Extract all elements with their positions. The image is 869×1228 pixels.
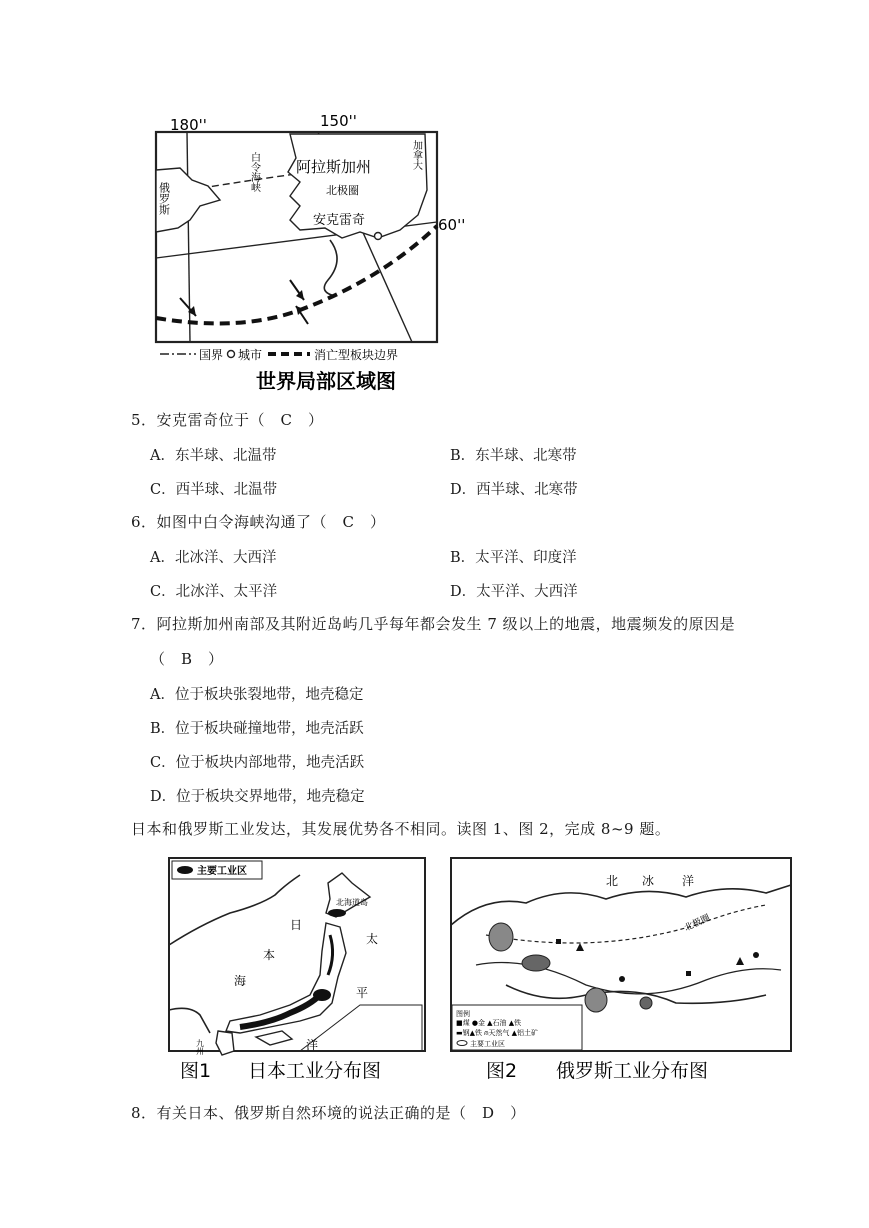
sea-of-japan-ben: 本 bbox=[263, 948, 276, 962]
question-7-option-b: B．位于板块碰撞地带，地壳活跃 bbox=[150, 721, 364, 737]
kyushu-label: 九州 bbox=[195, 1039, 205, 1055]
fig2-legend-title: 图例 bbox=[456, 1010, 470, 1018]
pacific-tai: 太 bbox=[366, 932, 379, 946]
question-7-option-d: D．位于板块交界地带，地壳稳定 bbox=[150, 789, 365, 805]
question-7-stem: 7．阿拉斯加州南部及其附近岛屿几乎每年都会发生 7 级以上的地震，地震频发的原因是 bbox=[131, 615, 736, 633]
legend-city: 城市 bbox=[238, 348, 263, 362]
russia-industry-map-svg bbox=[446, 855, 796, 1085]
japan-industry-map-svg bbox=[160, 855, 432, 1085]
legend-border: 国界 bbox=[199, 348, 224, 362]
arctic-ocean-bing: 冰 bbox=[642, 874, 655, 888]
russia-industry-map bbox=[446, 855, 796, 1085]
fig2-arctic-circle-label: 北极圈 bbox=[683, 913, 712, 934]
question-5-option-a: A．东半球、北温带 bbox=[150, 448, 277, 464]
arctic-circle-label: 北极圈 bbox=[326, 184, 359, 197]
fig2-legend-row3: 主要工业区 bbox=[470, 1040, 505, 1048]
question-6-option-d: D．太平洋、大西洋 bbox=[450, 584, 578, 600]
world-region-map-svg bbox=[150, 110, 470, 395]
pacific-yang: 洋 bbox=[306, 1038, 319, 1052]
fig2-legend-row1: ■煤 ●金 ▲石油 ▲铁 bbox=[456, 1019, 522, 1027]
anchorage-label: 安克雷奇 bbox=[313, 213, 366, 228]
fig2-title: 俄罗斯工业分布图 bbox=[556, 1060, 709, 1082]
fig2-legend-row2: ▬钢▲铁 ⍝天然气 ▲铝土矿 bbox=[456, 1029, 539, 1037]
lon-150-label: 150'' bbox=[320, 112, 357, 130]
map1-caption: 世界局部区域图 bbox=[256, 369, 396, 393]
question-7-option-c: C．位于板块内部地带，地壳活跃 bbox=[150, 755, 365, 771]
hokkaido-label: 北海道岛 bbox=[336, 898, 368, 907]
question-5-option-d: D．西半球、北寒带 bbox=[450, 482, 578, 498]
question-8-stem: 8．有关日本、俄罗斯自然环境的说法正确的是（ D ） bbox=[131, 1104, 526, 1122]
question-6-option-c: C．北冰洋、太平洋 bbox=[150, 584, 278, 600]
question-8-9-intro: 日本和俄罗斯工业发达，其发展优势各不相同。读图 1、图 2，完成 8~9 题。 bbox=[131, 820, 671, 838]
legend-plate-boundary: 消亡型板块边界 bbox=[314, 348, 399, 362]
question-7-option-a: A．位于板块张裂地带，地壳稳定 bbox=[150, 687, 364, 703]
world-region-map bbox=[150, 110, 470, 395]
fig1-label: 图1 bbox=[180, 1060, 212, 1082]
arctic-ocean-yang: 洋 bbox=[682, 874, 695, 888]
sea-of-japan-hai: 海 bbox=[234, 974, 247, 988]
lat-60-label: 60'' bbox=[438, 216, 466, 234]
fig2-label: 图2 bbox=[486, 1060, 518, 1082]
sea-of-japan-ri: 日 bbox=[290, 918, 303, 932]
lon-180-label: 180'' bbox=[170, 116, 207, 134]
russia-label: 俄罗斯 bbox=[157, 182, 171, 215]
canada-label: 加拿大 bbox=[410, 140, 422, 170]
question-6-option-b: B．太平洋、印度洋 bbox=[450, 550, 577, 566]
legend-industrial-zone: 主要工业区 bbox=[197, 866, 247, 877]
arctic-ocean-bei: 北 bbox=[606, 874, 619, 888]
question-5-option-c: C．西半球、北温带 bbox=[150, 482, 278, 498]
question-6-option-a: A．北冰洋、大西洋 bbox=[150, 550, 277, 566]
japan-industry-map bbox=[160, 855, 432, 1085]
question-6-stem: 6．如图中白令海峡沟通了（ C ） bbox=[131, 513, 386, 531]
question-7-answer: （ B ） bbox=[150, 650, 224, 668]
fig1-title: 日本工业分布图 bbox=[248, 1060, 382, 1082]
bering-strait-label: 白令海峡 bbox=[248, 152, 260, 192]
alaska-label: 阿拉斯加州 bbox=[296, 158, 372, 176]
pacific-ping: 平 bbox=[356, 986, 369, 1000]
question-5-stem: 5．安克雷奇位于（ C ） bbox=[131, 411, 324, 429]
question-5-option-b: B．东半球、北寒带 bbox=[450, 448, 577, 464]
